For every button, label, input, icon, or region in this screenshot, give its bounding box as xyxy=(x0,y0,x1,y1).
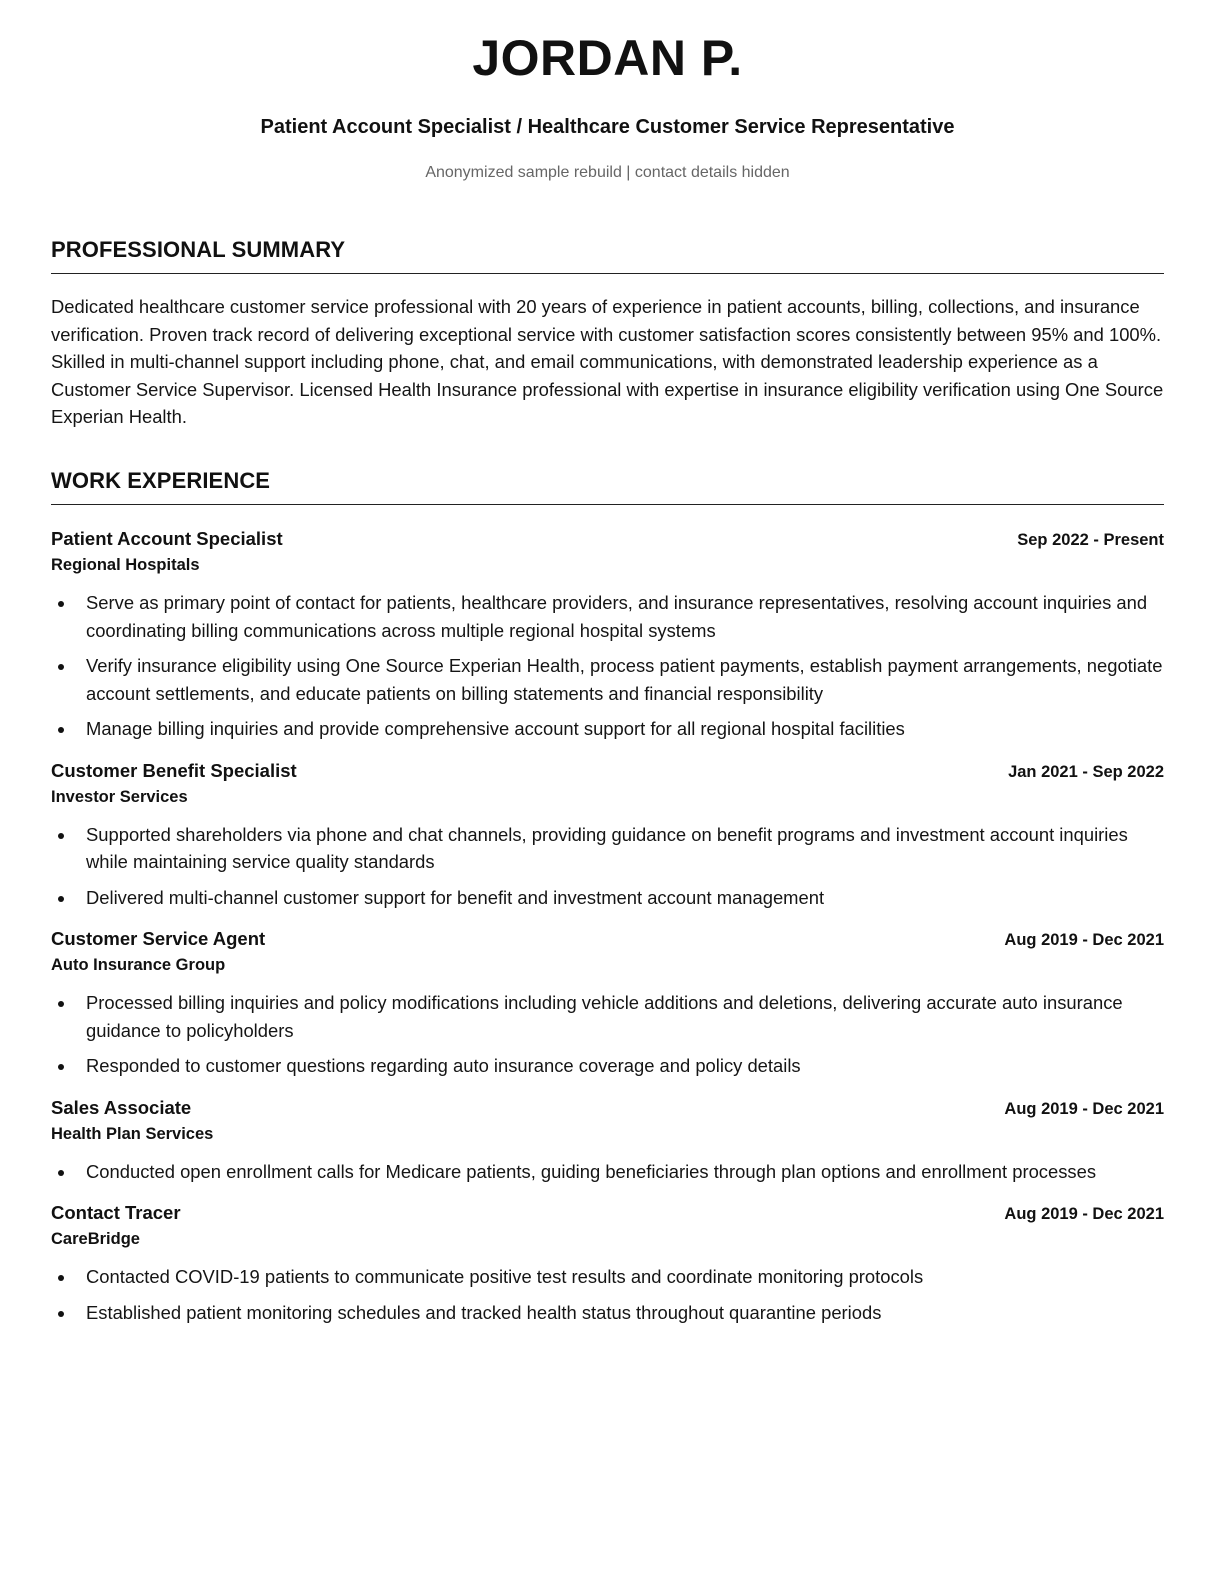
job-entry xyxy=(51,1096,1164,1186)
job-dates: Jan 2021 - Sep 2022 xyxy=(1008,762,1164,781)
job-entry xyxy=(51,527,1164,743)
job-company: Regional Hospitals xyxy=(51,556,200,574)
job-bullets xyxy=(51,1158,1164,1186)
job-bullet xyxy=(51,884,1164,912)
job-title: Contact Tracer xyxy=(51,1202,181,1223)
bullet-icon xyxy=(58,601,64,607)
job-bullets xyxy=(51,589,1164,743)
job-header xyxy=(51,1201,1164,1228)
bullet-text: Contacted COVID-19 patients to communicate positive test results and coordinate monitoring protocols xyxy=(86,1266,924,1287)
bullet-icon xyxy=(58,896,64,902)
section-title-summary: PROFESSIONAL SUMMARY xyxy=(51,237,346,262)
job-bullet xyxy=(51,652,1164,707)
job-title: Patient Account Specialist xyxy=(51,528,283,549)
job-entry xyxy=(51,1201,1164,1326)
bullet-icon xyxy=(58,833,64,839)
bullet-text: Supported shareholders via phone and chat channels, providing guidance on benefit programs and investment account inquiries while maintaining service quality standards xyxy=(86,823,1128,872)
job-company: CareBridge xyxy=(51,1230,140,1248)
bullet-text: Manage billing inquiries and provide comprehensive account support for all regional hospital facilities xyxy=(86,718,905,739)
section-title-experience: WORK EXPERIENCE xyxy=(51,468,271,493)
candidate-name: JORDAN P. xyxy=(472,30,743,86)
job-bullet xyxy=(51,1158,1164,1186)
section-divider xyxy=(51,504,1164,505)
job-header xyxy=(51,927,1164,954)
bullet-text: Verify insurance eligibility using One Source Experian Health, process patient payments, establish payment arrangements, negotiate account settlements, and educate patients on billing statements and financial responsibility xyxy=(86,655,1163,704)
bullet-icon xyxy=(58,1170,64,1176)
job-bullets xyxy=(51,821,1164,912)
job-bullet xyxy=(51,589,1164,644)
bullet-icon xyxy=(58,664,64,670)
job-header xyxy=(51,759,1164,786)
bullet-text: Responded to customer questions regarding auto insurance coverage and policy details xyxy=(86,1055,801,1076)
job-dates: Aug 2019 - Dec 2021 xyxy=(1004,1205,1164,1223)
job-bullet xyxy=(51,1052,1164,1080)
job-bullet xyxy=(51,821,1164,876)
job-bullets xyxy=(51,989,1164,1080)
candidate-headline: Patient Account Specialist / Healthcare Customer Service Representative xyxy=(260,116,955,138)
job-bullets xyxy=(51,1263,1164,1326)
job-company: Health Plan Services xyxy=(51,1124,214,1143)
job-bullet xyxy=(51,1299,1164,1327)
contact-note: Anonymized sample rebuild | contact details hidden xyxy=(425,164,790,181)
job-bullet xyxy=(51,1263,1164,1291)
bullet-text: Delivered multi-channel customer support for benefit and investment account management xyxy=(86,886,825,908)
work-experience-section xyxy=(51,467,1164,1334)
bullet-text: Processed billing inquiries and policy modifications including vehicle additions and deletions, delivering accurate auto insurance guidance to policyholders xyxy=(86,992,1123,1041)
job-header xyxy=(51,527,1164,554)
bullet-icon xyxy=(58,1275,64,1281)
bullet-icon xyxy=(58,1001,64,1007)
professional-summary-section xyxy=(51,236,1164,431)
job-company: Investor Services xyxy=(51,787,188,806)
job-title: Customer Benefit Specialist xyxy=(51,759,297,781)
job-bullet xyxy=(51,715,1164,743)
bullet-text: Established patient monitoring schedules and tracked health status throughout quarantine periods xyxy=(86,1301,882,1323)
job-title: Customer Service Agent xyxy=(51,928,266,949)
bullet-icon xyxy=(58,727,64,733)
resume-page xyxy=(51,0,1164,1323)
resume-header xyxy=(51,0,1164,183)
bullet-icon xyxy=(58,1311,64,1317)
job-dates: Aug 2019 - Dec 2021 xyxy=(1004,1099,1164,1118)
job-bullet xyxy=(51,989,1164,1044)
summary-text: Dedicated healthcare customer service professional with 20 years of experience in patient accounts, billing, collections, and insurance verification. Proven track record of delivering exceptional service with customer satisfaction scores consistently between 95% and 100%. Skilled in multi-channel support including phone, chat, and email communications, with demonstrated leadership experience as a Customer Service Supervisor. Licensed Health Insurance professional with expertise in insurance eligibility verification using One Source Experian Health. xyxy=(51,296,1164,427)
job-company: Auto Insurance Group xyxy=(51,956,226,974)
bullet-icon xyxy=(58,1064,64,1070)
job-title: Sales Associate xyxy=(51,1096,192,1118)
job-header xyxy=(51,1096,1164,1123)
job-dates: Aug 2019 - Dec 2021 xyxy=(1004,931,1164,949)
job-entry xyxy=(51,759,1164,912)
job-entry xyxy=(51,927,1164,1080)
section-divider xyxy=(51,273,1164,274)
bullet-text: Conducted open enrollment calls for Medicare patients, guiding beneficiaries through plan options and enrollment processes xyxy=(86,1160,1097,1182)
bullet-text: Serve as primary point of contact for patients, healthcare providers, and insurance representatives, resolving account inquiries and coordinating billing communications across multiple regional hospital systems xyxy=(86,592,1148,641)
job-dates: Sep 2022 - Present xyxy=(1017,531,1164,549)
